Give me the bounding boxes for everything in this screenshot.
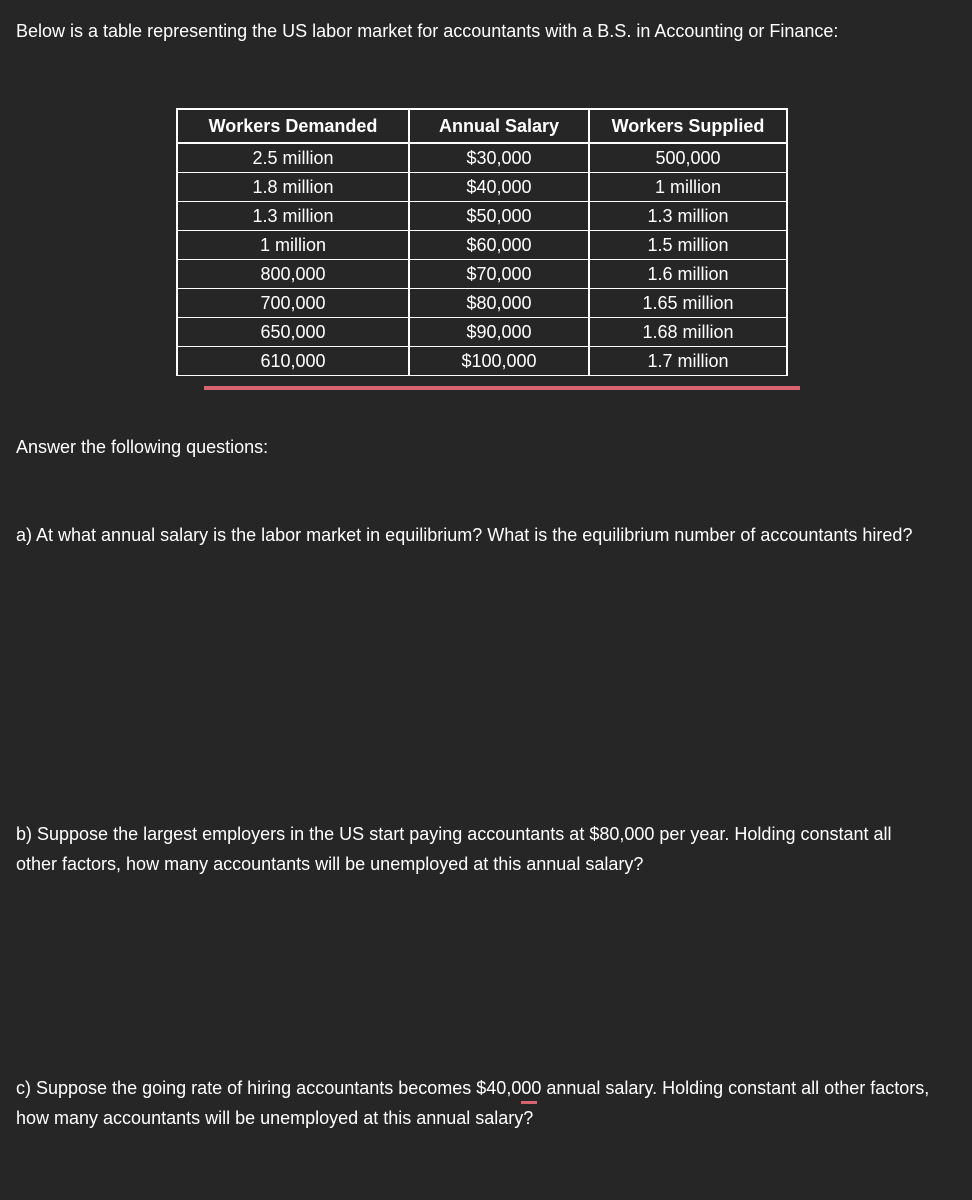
table-row (177, 260, 787, 289)
cell-workers-demanded: 1 million (177, 231, 409, 260)
cell-workers-supplied: 1.65 million (589, 289, 787, 318)
cell-workers-demanded: 1.8 million (177, 173, 409, 202)
question-b: b) Suppose the largest employers in the US start paying accountants at $80,000 per year. Holding constant all other factors, how many accountants will be unemployed at this annual salary? (16, 824, 892, 874)
labor-market-table-container (176, 108, 788, 376)
table-row (177, 289, 787, 318)
labor-market-table (176, 108, 788, 376)
table-row (177, 143, 787, 173)
cell-annual-salary: $100,000 (409, 347, 589, 376)
cell-annual-salary: $60,000 (409, 231, 589, 260)
cell-annual-salary: $70,000 (409, 260, 589, 289)
cell-annual-salary: $90,000 (409, 318, 589, 347)
cell-workers-demanded: 1.3 million (177, 202, 409, 231)
table-row (177, 202, 787, 231)
table-header-row (177, 109, 787, 143)
question-a: a) At what annual salary is the labor market in equilibrium? What is the equilibrium number of accountants hired? (16, 525, 913, 545)
cell-annual-salary: $50,000 (409, 202, 589, 231)
header-workers-demanded: Workers Demanded (177, 109, 409, 143)
cell-annual-salary: $30,000 (409, 143, 589, 173)
table-row (177, 231, 787, 260)
table-row (177, 173, 787, 202)
intro-text: Below is a table representing the US labor market for accountants with a B.S. in Accounting or Finance: (16, 21, 839, 41)
cell-workers-demanded: 800,000 (177, 260, 409, 289)
cell-workers-demanded: 610,000 (177, 347, 409, 376)
spellcheck-mark (521, 1101, 537, 1104)
cell-workers-supplied: 1.6 million (589, 260, 787, 289)
answer-heading: Answer the following questions: (16, 437, 269, 457)
cell-workers-supplied: 500,000 (589, 143, 787, 173)
cell-workers-demanded: 2.5 million (177, 143, 409, 173)
cell-workers-demanded: 650,000 (177, 318, 409, 347)
cell-annual-salary: $80,000 (409, 289, 589, 318)
cell-workers-supplied: 1.5 million (589, 231, 787, 260)
header-annual-salary: Annual Salary (409, 109, 589, 143)
header-workers-supplied: Workers Supplied (589, 109, 787, 143)
question-c: c) Suppose the going rate of hiring accountants becomes $40,000 annual salary. Holding constant all other factors, how many accountants will be unemployed at this annual salary? (16, 1078, 930, 1128)
cell-workers-supplied: 1.3 million (589, 202, 787, 231)
cell-workers-demanded: 700,000 (177, 289, 409, 318)
highlight-underline (204, 386, 800, 390)
cell-workers-supplied: 1 million (589, 173, 787, 202)
cell-annual-salary: $40,000 (409, 173, 589, 202)
cell-workers-supplied: 1.68 million (589, 318, 787, 347)
cell-workers-supplied: 1.7 million (589, 347, 787, 376)
table-row (177, 347, 787, 376)
table-row (177, 318, 787, 347)
